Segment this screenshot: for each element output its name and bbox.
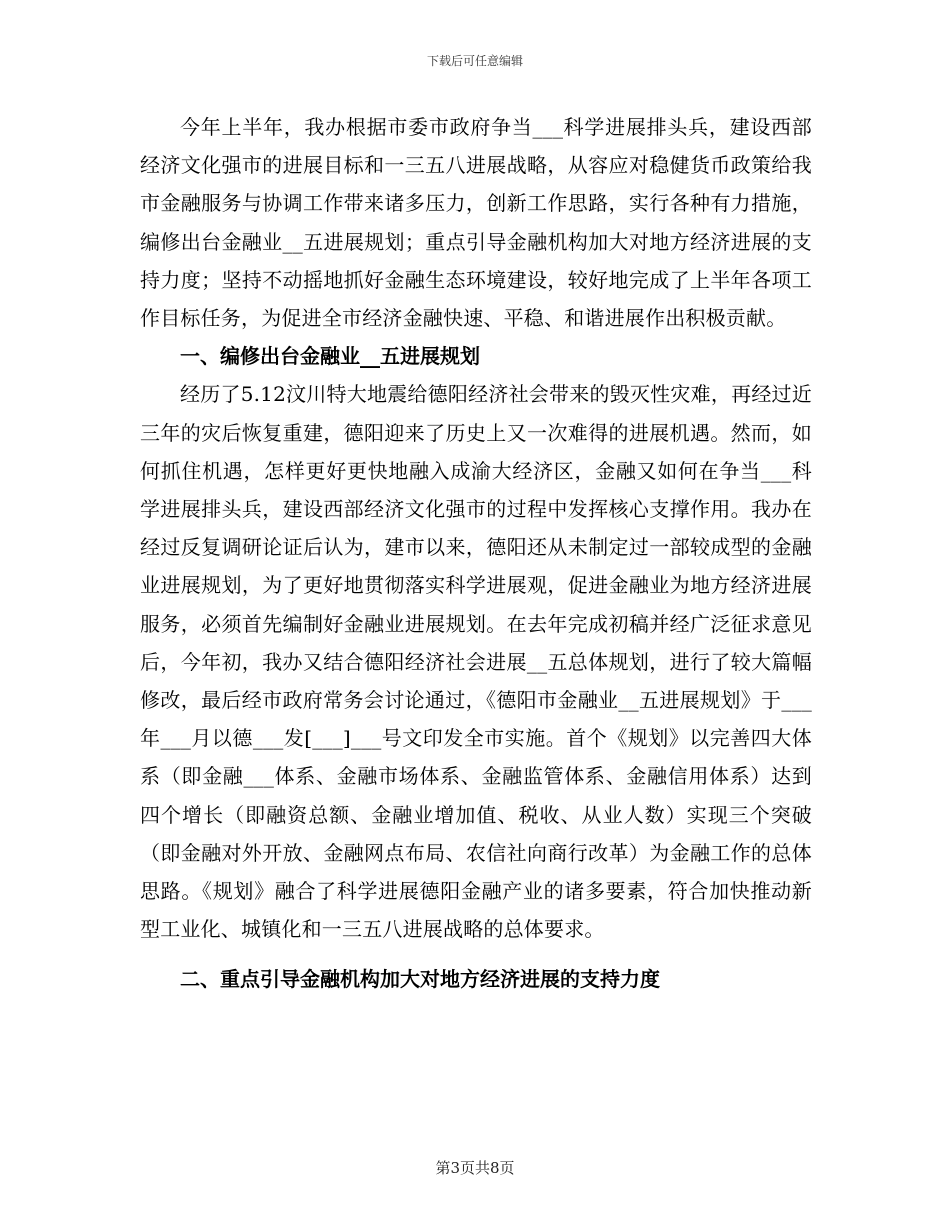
section-heading-2: 二、重点引导金融机构加大对地方经济进展的支持力度: [180, 967, 660, 992]
section-heading-1: 一、编修出台金融业__五进展规划: [180, 344, 480, 369]
body-paragraph-intro: 今年上半年，我办根据市委市政府争当___科学进展排头兵，建设西部经济文化强市的进展目标和一三五八进展战略，从容应对稳健货币政策给我市金融服务与协调工作带来诸多压力，创新工作思路，实行各种有力措施，编修出台金融业__五进展规划；重点引导金融机构加大对地方经济进展的支持力度；坚持不动摇地抓好金融生态环境建设，较好地完成了上半年各项工作目标任务，为促进全市经济金融快速、平稳、和谐进展作出积极贡献。: [140, 115, 812, 331]
running-header: 下载后可任意编辑: [426, 54, 523, 68]
page-number: 第3页共8页: [435, 1159, 515, 1177]
body-paragraph-section-1: 经历了5.12汶川特大地震给德阳经济社会带来的毁灭性灾难，再经过近三年的灾后恢复重建，德阳迎来了历史上又一次难得的进展机遇。然而，如何抓住机遇，怎样更好更快地融入成渝大经济区，金融又如何在争当___科学进展排头兵，建设西部经济文化强市的过程中发挥核心支撑作用。我办在经过反复调研论证后认为，建市以来，德阳还从未制定过一部较成型的金融业进展规划，为了更好地贯彻落实科学进展观，促进金融业为地方经济进展服务，必须首先编制好金融业进展规划。在去年完成初稿并经广泛征求意见后，今年初，我办又结合德阳经济社会进展__五总体规划，进行了较大篇幅修改，最后经市政府常务会讨论通过，《德阳市金融业__五进展规划》于___年___月以德___发[___]___号文印发全市实施。首个《规划》以完善四大体系（即金融___体系、金融市场体系、金融监管体系、金融信用体系）达到四个增长（即融资总额、金融业增加值、税收、从业人数）实现三个突破（即金融对外开放、金融网点布局、农信社向商行改革）为金融工作的总体思路。《规划》融合了科学进展德阳金融产业的诸多要素，符合加快推动新型工业化、城镇化和一三五八进展战略的总体要求。: [140, 382, 812, 942]
document-body: [140, 108, 812, 999]
